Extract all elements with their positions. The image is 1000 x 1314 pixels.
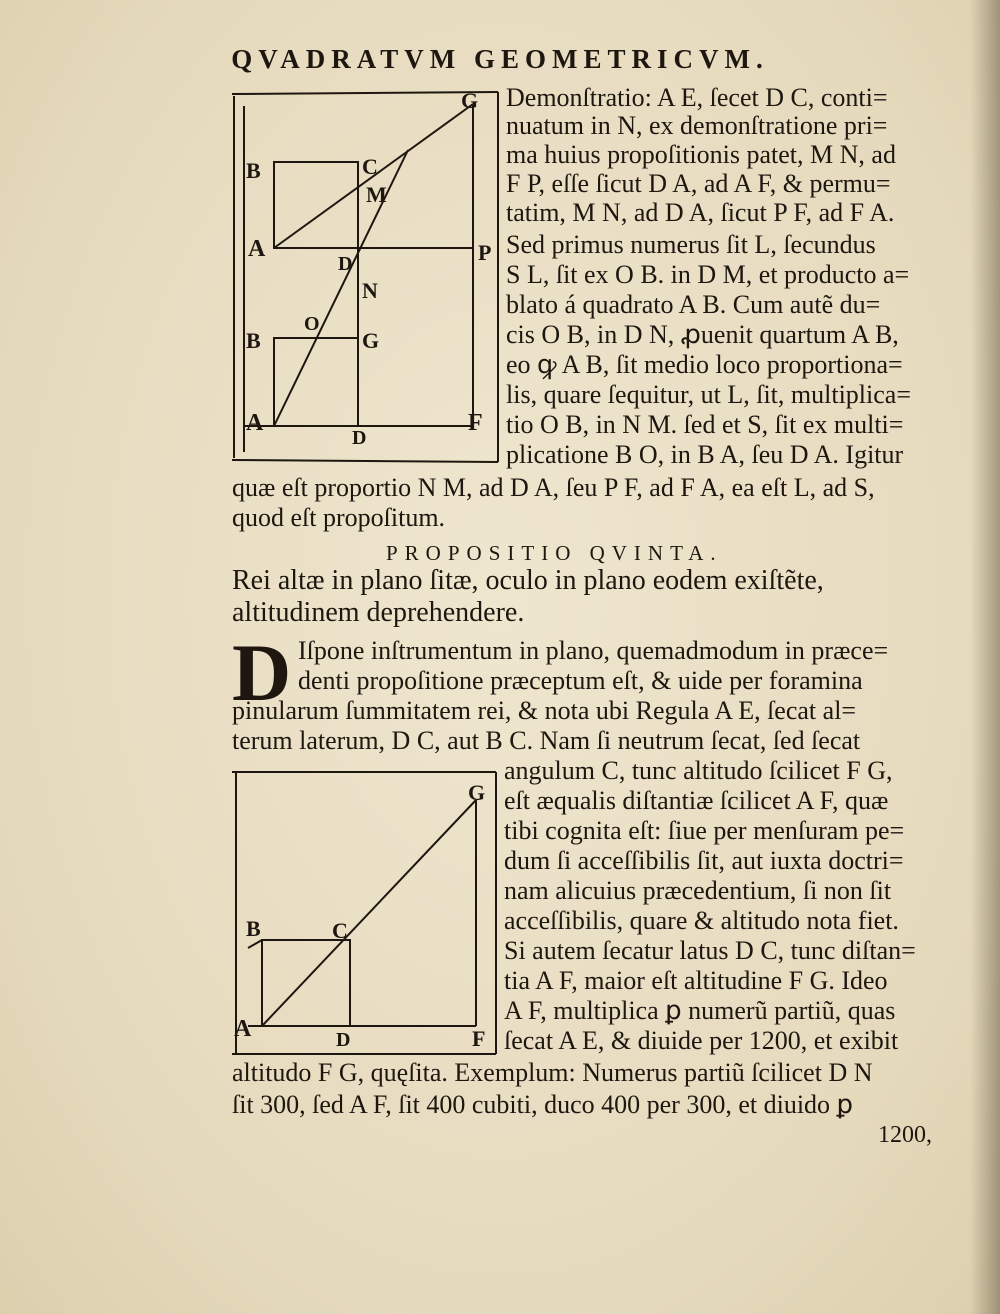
p2-line-7: tibi cognita eſt: ſiue per menſuram pe= xyxy=(504,816,905,845)
running-header: QVADRATVM GEOMETRICVM. xyxy=(231,44,769,74)
proposition-statement-2: altitudinem deprehendere. xyxy=(232,597,525,628)
fig2-label-a: A xyxy=(234,1016,252,1042)
p1-line-11: lis, quare ſequitur, ut L, ſit, multiplica= xyxy=(506,380,911,409)
fig1-lower-diagonal xyxy=(274,150,408,426)
p2-line-4: terum laterum, D C, aut B C. Nam ſi neutrum ſecat, ſed ſecat xyxy=(232,726,861,755)
fig1-label-g: G xyxy=(461,88,479,113)
p1-line-12: tio O B, in N M. ſed et S, ſit ex multi= xyxy=(506,410,904,439)
p2-line-6: eſt æqualis diſtantiæ ſcilicet A F, quæ xyxy=(504,786,889,815)
p1-line-15: quod eſt propoſitum. xyxy=(232,503,446,532)
p2-line-3: pinularum ſummitatem rei, & nota ubi Regula A E, ſecat al= xyxy=(232,696,857,725)
fig1-label-d: D xyxy=(338,253,353,275)
p2-line-5: angulum C, tunc altitudo ſcilicet F G, xyxy=(504,756,893,785)
fig1-label-b: B xyxy=(246,158,261,183)
p1-line-9: cis O B, in D N, ꝓuenit quartum A B, xyxy=(506,320,899,349)
p2-line-1: Iſpone inſtrumentum in plano, quemadmodum in præce= xyxy=(298,636,889,665)
p1-line-4: F P, eſſe ſicut D A, ad A F, & permu= xyxy=(506,169,891,198)
p1-line-8: blato á quadrato A B. Cum autẽ du= xyxy=(506,290,881,319)
p1-line-5: tatim, M N, ad D A, ſicut P F, ad F A. xyxy=(506,198,895,227)
fig2-label-f: F xyxy=(472,1026,486,1051)
fig1-label-a: A xyxy=(248,236,266,262)
p2-line-10: acceſſibilis, quare & altitudo nota fiet. xyxy=(504,906,899,935)
fig2-label-c: C xyxy=(332,918,348,943)
fig1-top-border xyxy=(232,92,498,94)
p2-line-11: Si autem ſecatur latus D C, tunc diſtan= xyxy=(504,936,916,965)
p2-line-13: A F, multiplica ꝑ numerũ partiũ, quas xyxy=(504,996,896,1025)
p2-line-2: denti propoſitione præceptum eſt, & uide per foramina xyxy=(298,666,863,695)
fig2-b-tick xyxy=(248,940,262,948)
page-number: 1200, xyxy=(878,1122,932,1148)
fig1-label-a-lower: A xyxy=(246,410,264,436)
fig1-label-g-lower: G xyxy=(362,328,380,353)
fig2-label-d: D xyxy=(336,1029,351,1051)
fig2-a-g-diagonal xyxy=(262,800,476,1026)
p2-line-15: altitudo F G, quęſita. Exemplum: Numerus partiũ ſcilicet D N xyxy=(232,1058,873,1087)
p1-line-14: quæ eſt proportio N M, ad D A, ſeu P F, ad F A, ea eſt L, ad S, xyxy=(232,473,875,502)
fig1-upper-square xyxy=(274,162,358,248)
p2-line-12: tia A F, maior eſt altitudine F G. Ideo xyxy=(504,966,888,995)
p2-line-9: nam alicuius præcedentium, ſi non ſit xyxy=(504,876,892,905)
figure-1-diagram xyxy=(228,86,500,468)
p1-line-6: Sed primus numerus ſit L, ſecundus xyxy=(506,230,876,259)
p2-line-8: dum ſi acceſſibilis ſit, aut iuxta doctri= xyxy=(504,846,904,875)
fig1-label-m: M xyxy=(366,182,387,207)
fig1-label-f: F xyxy=(468,410,483,436)
p2-line-16: ſit 300, ſed A F, ſit 400 cubiti, duco 400 per 300, et diuido ꝑ xyxy=(232,1090,854,1119)
fig1-label-d-lower: D xyxy=(352,427,367,449)
p1-line-7: S L, ſit ex O B. in D M, et producto a= xyxy=(506,260,910,289)
proposition-statement-1: Rei altæ in plano ſitæ, oculo in plano eodem exiſtẽte, xyxy=(232,565,824,596)
p1-line-10: eo ꝙ A B, ſit medio loco proportiona= xyxy=(506,350,903,379)
drop-cap: D xyxy=(232,627,292,718)
p1-line-2: nuatum in N, ex demonſtratione pri= xyxy=(506,111,888,140)
proposition-heading: PROPOSITIO QVINTA. xyxy=(386,541,723,565)
p1-line-3: ma huius propoſitionis patet, M N, ad xyxy=(506,140,896,169)
fig1-label-b-lower: B xyxy=(246,328,261,353)
fig1-label-p: P xyxy=(478,240,492,265)
fig1-lower-square xyxy=(274,338,358,426)
page-edge-shadow xyxy=(970,0,1000,1314)
fig2-label-g: G xyxy=(468,780,486,805)
fig1-label-o: O xyxy=(304,313,320,335)
fig1-label-c: C xyxy=(362,154,378,179)
fig2-label-b: B xyxy=(246,916,261,941)
p2-line-14: ſecat A E, & diuide per 1200, et exibit xyxy=(504,1026,899,1055)
p1-line-1: Demonſtratio: A E, ſecet D C, conti= xyxy=(506,83,888,112)
figure-2-diagram xyxy=(228,764,500,1058)
fig1-label-n: N xyxy=(362,278,378,303)
p1-line-13: plicatione B O, in B A, ſeu D A. Igitur xyxy=(506,440,904,469)
fig1-bottom-border xyxy=(232,460,498,462)
